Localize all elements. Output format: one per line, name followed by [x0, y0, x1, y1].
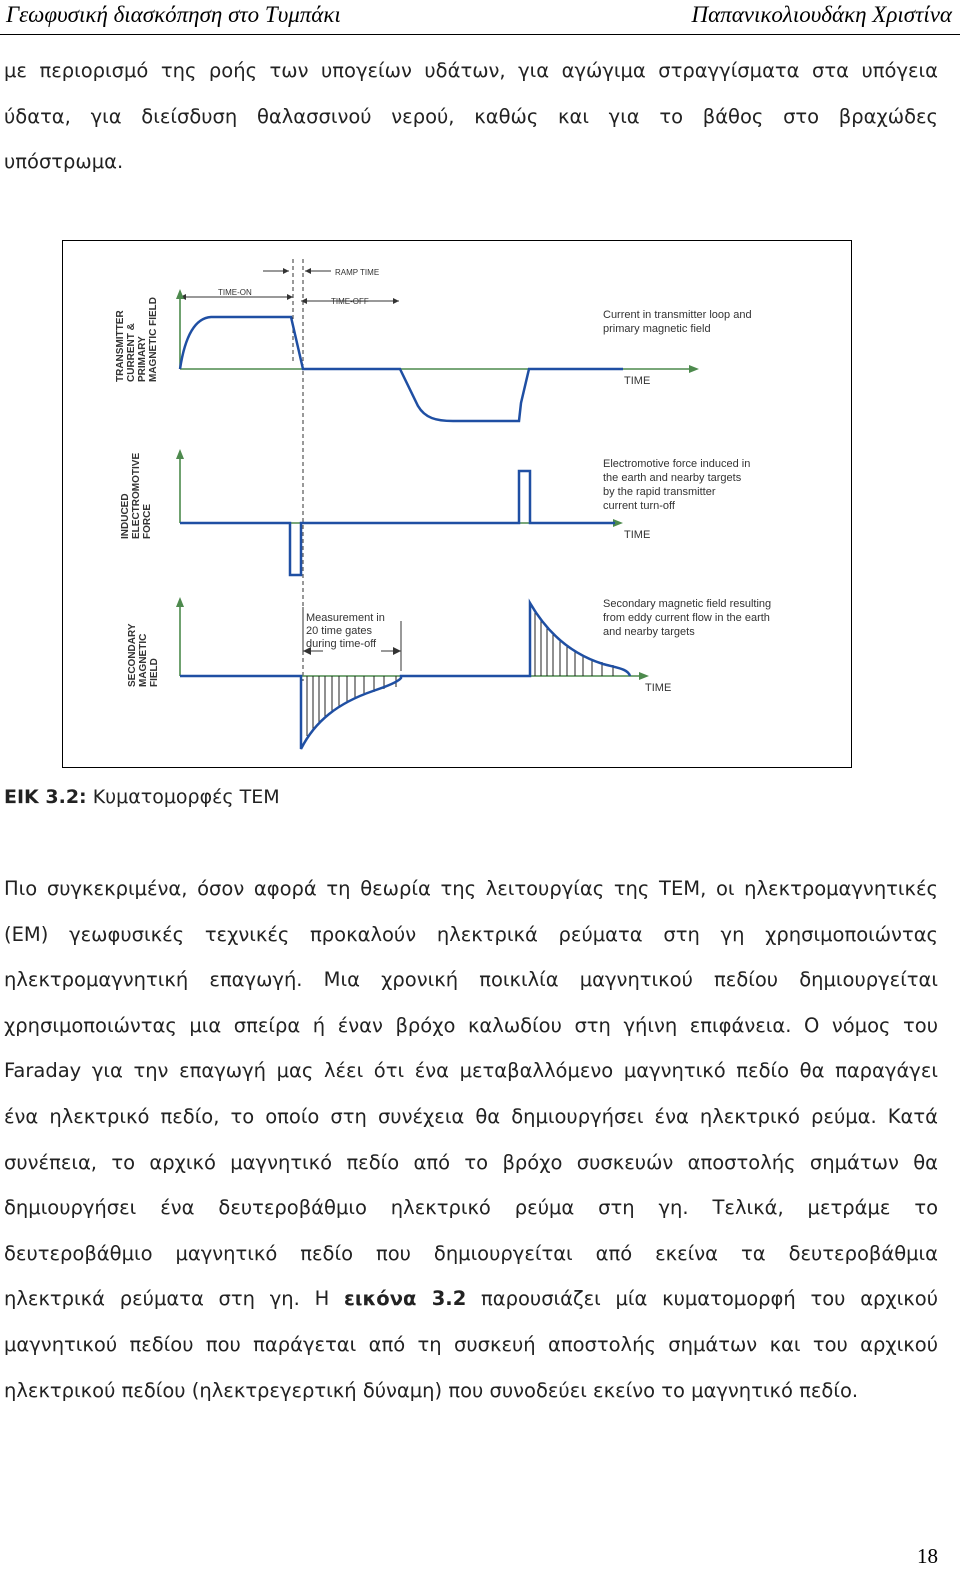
intro-paragraph — [4, 48, 938, 185]
panel2-note-line: current turn-off — [603, 500, 675, 512]
panel1-ylabel-line: TRANSMITTER — [115, 310, 126, 382]
panel2-ylabel-line: INDUCED — [120, 493, 131, 539]
panel3-note-line: from eddy current flow in the earth — [603, 612, 770, 624]
time-on-label: TIME-ON — [218, 288, 252, 297]
panel2-ylabel-line: FORCE — [142, 504, 153, 539]
panel3-ylabel-line: FIELD — [149, 658, 160, 687]
body-line: μαγνητικού πεδίου που παράγεται από τη συσκευή αποστολής σημάτων και του αρχικού — [4, 1332, 938, 1356]
panel2-time-label: TIME — [624, 529, 651, 541]
body-line: χρησιμοποιώντας μια σπείρα ή έναν βρόχο καλωδίου στη γήινη επιφάνεια. Ο νόμος του — [4, 1013, 938, 1037]
panel2-note-line: by the rapid transmitter — [603, 486, 716, 498]
page-number: 18 — [917, 1544, 938, 1568]
panel1-note-line: primary magnetic field — [603, 323, 711, 335]
body-line: ηλεκτρομαγνητική επαγωγή. Μια χρονική ποικιλία μαγνητικού πεδίου δημιουργείται — [4, 968, 938, 992]
intro-line: ύδατα, για διείσδυση θαλασσινού νερού, καθώς και για το βάθος στο βραχώδες — [4, 104, 938, 128]
panel3-note-line: Secondary magnetic field resulting — [603, 598, 772, 610]
time-off-label: TIME-OFF — [331, 297, 369, 306]
ramp-time-label: RAMP TIME — [335, 268, 380, 277]
body-line: δημιουργήσει ένα δευτεροβάθμιο ηλεκτρικό ρεύμα στη γη. Τελικά, μετράμε το — [4, 1196, 938, 1220]
negative-time-gates — [307, 676, 396, 736]
panel2-note — [603, 458, 753, 512]
header-author: Παπανικολιουδάκη Χριστίνα — [691, 2, 952, 27]
panel3-ylabel-line: MAGNETIC — [138, 633, 149, 687]
panel1-note — [603, 309, 755, 335]
panel2-ylabel — [120, 450, 153, 539]
body-line: ηλεκτρικού πεδίου (ηλεκτρεγερτική δύναμη) που συνοδεύει εκείνο το μαγνητικό πεδίο. — [4, 1378, 859, 1402]
panel1-time-label: TIME — [624, 375, 651, 387]
panel-induced-emf — [120, 449, 753, 575]
body-line: ένα ηλεκτρικό πεδίο, το οποίο στη συνέχεια θα δημιουργήσει ένα ηλεκτρικό ρεύμα. Κατά — [4, 1104, 938, 1128]
panel2-note-line: the earth and nearby targets — [603, 472, 742, 484]
panel1-ylabel-line: MAGNETIC FIELD — [148, 297, 159, 382]
running-header — [0, 0, 960, 35]
figure-caption — [4, 786, 280, 808]
panel2-note-line: Electromotive force induced in — [603, 458, 751, 470]
body-line: δευτεροβάθμιο μαγνητικό πεδίο που δημιουργείται από εκείνα τα δευτεροβάθμια — [4, 1241, 938, 1265]
panel2-ylabel-line: ELECTROMOTIVE — [131, 452, 142, 539]
body-line-part: ηλεκτρικά ρεύματα στη γη. Η — [4, 1287, 344, 1311]
panel3-note-line: and nearby targets — [603, 626, 695, 638]
positive-time-gates — [535, 611, 613, 676]
measurement-note-line: during time-off — [306, 638, 377, 650]
body-line — [4, 1276, 938, 1322]
body-line: Πιο συγκεκριμένα, όσον αφορά τη θεωρία της λειτουργίας της ΤΕΜ, οι ηλεκτρομαγνητικές — [4, 877, 938, 900]
body-line: συνέπεια, το αρχικό μαγνητικό πεδίο από το βρόχο συσκευών αποστολής σημάτων θα — [4, 1150, 938, 1174]
panel3-time-label: TIME — [645, 682, 672, 694]
body-line: Faraday για την επαγωγή μας λέει ότι ένα μεταβαλλόμενο μαγνητικό πεδίο θα παραγάγει — [4, 1059, 938, 1083]
panel1-ylabel-line: CURRENT & — [126, 323, 137, 382]
body-paragraph — [4, 866, 938, 1413]
panel3-ylabel-line: SECONDARY — [127, 623, 138, 687]
tem-waveform-diagram — [63, 241, 851, 767]
body-line-part: παρουσιάζει μία κυματομορφή του αρχικού — [466, 1287, 938, 1311]
intro-line: με περιορισμό της ροής των υπογείων υδάτων, για αγώγιμα στραγγίσματα στα υπόγεια — [4, 59, 938, 82]
panel1-ylabel — [115, 297, 159, 382]
measurement-note-line: Measurement in — [306, 612, 385, 624]
caption-label: ΕΙΚ 3.2: — [4, 786, 87, 808]
measurement-note-line: 20 time gates — [306, 625, 373, 637]
panel-secondary-field — [127, 597, 774, 749]
header-title: Γεωφυσική διασκόπηση στο Τυμπάκι — [6, 2, 341, 27]
panel3-note — [603, 598, 774, 638]
body-line: (ΕΜ) γεωφυσικές τεχνικές προκαλούν ηλεκτρικά ρεύματα στη γη χρησιμοποιώντας — [4, 922, 938, 946]
tem-waveform-figure — [62, 240, 852, 768]
intro-line: υπόστρωμα. — [4, 150, 124, 174]
panel1-note-line: Current in transmitter loop and — [603, 309, 752, 321]
panel3-ylabel — [127, 621, 160, 687]
emf-waveform — [180, 471, 615, 575]
caption-text: Κυματομορφές ΤΕΜ — [86, 786, 280, 808]
figure-reference: εικόνα 3.2 — [344, 1287, 467, 1311]
panel1-ylabel-line: PRIMARY — [137, 336, 148, 382]
panel-transmitter-current — [115, 289, 755, 421]
